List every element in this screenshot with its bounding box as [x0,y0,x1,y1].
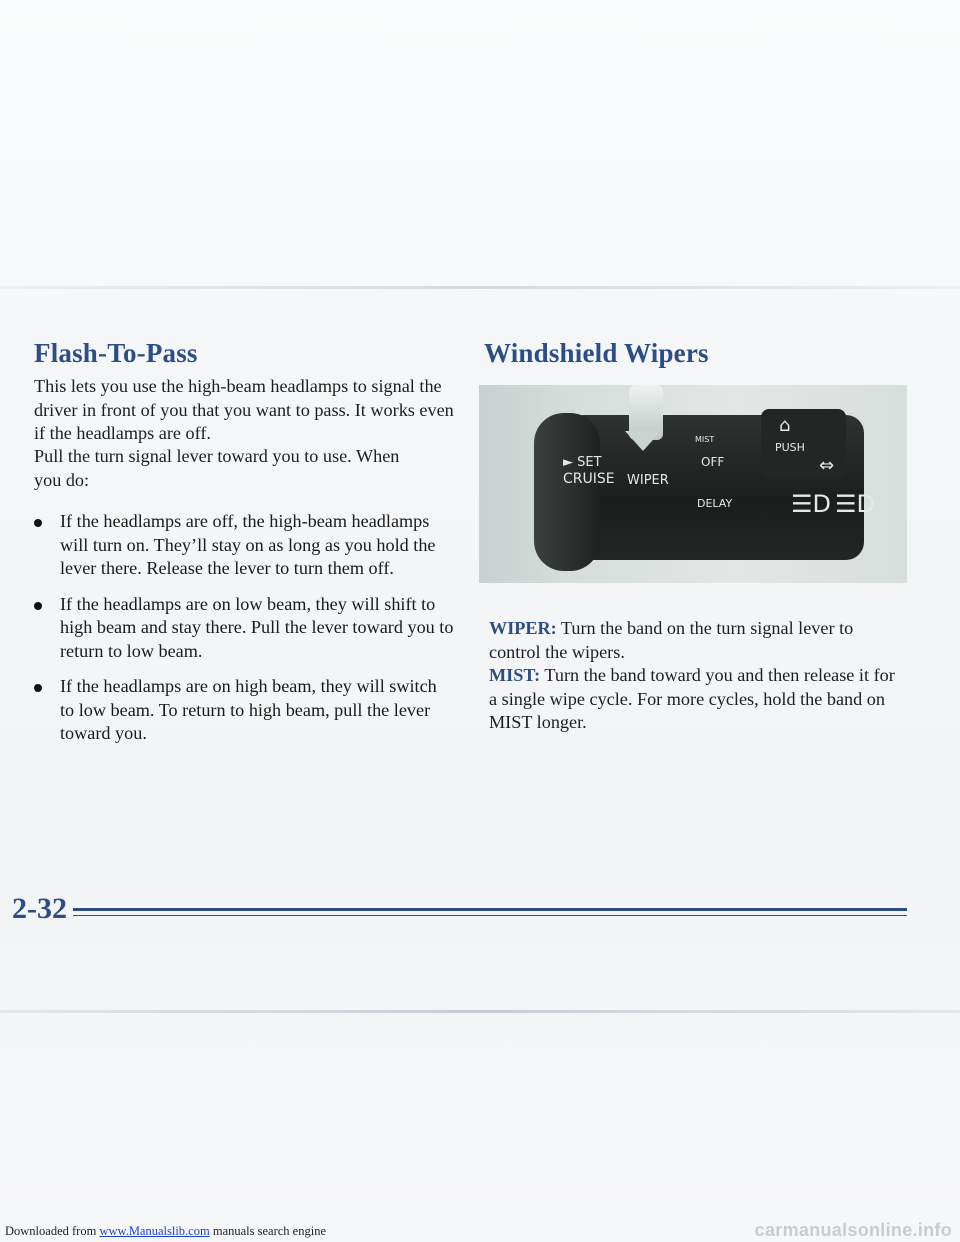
page-number: 2-32 [12,892,67,925]
bullet-icon [34,602,42,610]
flash-to-pass-instruction: Pull the turn signal lever toward you to use. When you do: [34,446,400,490]
watermark: carmanualsonline.info [754,1220,952,1240]
flash-to-pass-intro: This lets you use the high-beam headlamps to signal the driver in front of you that you want to pass. It works even if the headlamps are off. [34,376,454,443]
footer-prefix: Downloaded from [5,1224,100,1238]
push-label: PUSH [775,441,805,454]
bullet-item [34,593,454,664]
mist-label: MIST [695,435,715,444]
set-label: ► SET [563,455,602,470]
turn-signal-lever-photo [479,385,907,583]
delay-label: DELAY [697,497,733,510]
off-label: OFF [701,455,725,469]
cruise-label: CRUISE [563,471,615,487]
bullet-text: If the headlamps are on high beam, they will switch to low beam. To return to high beam, pull the lever toward you. [60,676,437,743]
bullet-item [34,675,454,746]
page-number-rule [73,908,907,911]
turn-arrows-icon: ⇔ [819,455,835,476]
manualslib-link[interactable]: www.Manualslib.com [99,1224,210,1238]
bullet-icon [34,684,42,692]
bullet-icon [34,519,42,527]
mist-text: Turn the band toward you and then release it for a single wipe cycle. For more cycles, hold the band on MIST longer. [489,665,895,732]
top-divider [0,286,960,289]
arrow-head-icon [625,431,661,451]
fog-lamp-icon: ☰D [835,490,875,518]
flash-to-pass-bullets [34,510,454,758]
washer-icon: ⌂ [779,415,791,436]
windshield-wipers-heading: Windshield Wipers [484,338,709,368]
bullet-item [34,510,454,581]
page-number-rule-thin [73,915,907,916]
mist-term: MIST: [489,665,541,685]
bullet-text: If the headlamps are off, the high-beam headlamps will turn on. They’ll stay on as long as you hold the lever there. Release the lever to turn them off. [60,511,436,578]
flash-to-pass-heading: Flash-To-Pass [34,338,198,368]
mist-paragraph [489,664,901,735]
footer-suffix: manuals search engine [209,1224,326,1238]
lever-knob [534,413,600,571]
bullet-text: If the headlamps are on low beam, they will shift to high beam and stay there. Pull the lever toward you to return to low beam. [60,593,454,661]
wiper-term: WIPER: [489,618,557,638]
wiper-text: Turn the band on the turn signal lever to control the wipers. [489,618,854,662]
lower-divider [0,1010,960,1013]
download-footer [5,1224,326,1239]
wiper-paragraph [489,617,889,664]
wiper-label: WIPER [627,473,669,488]
high-beam-icon: ☰D [791,490,831,518]
